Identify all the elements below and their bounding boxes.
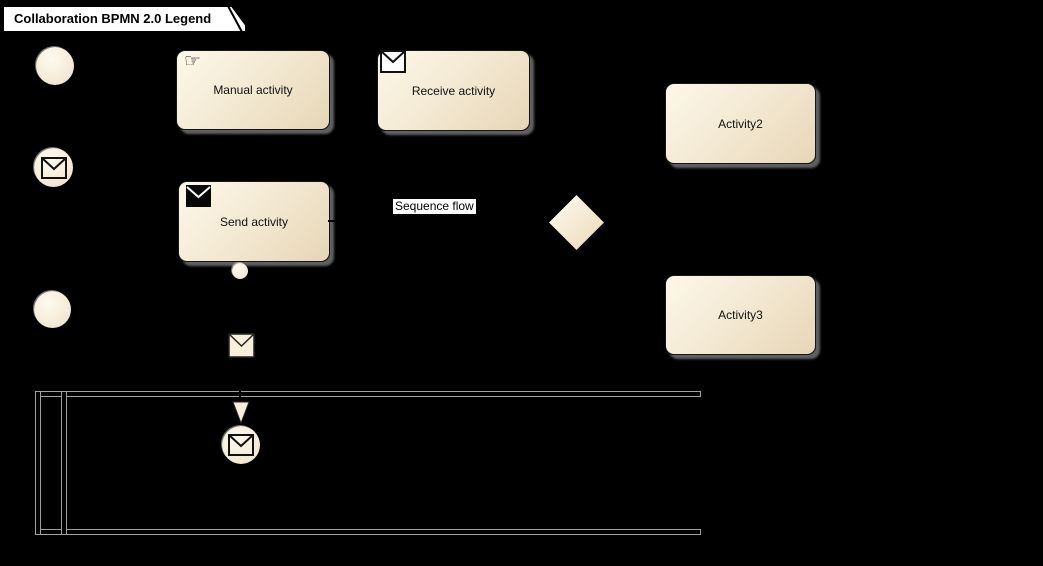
envelope-icon xyxy=(380,50,406,73)
sequence-flow-line-segment xyxy=(328,220,335,222)
message-envelope-icon[interactable] xyxy=(228,333,255,358)
legend-title: Collaboration BPMN 2.0 Legend xyxy=(14,11,212,26)
start-event[interactable] xyxy=(36,47,74,85)
receive-activity-node[interactable] xyxy=(377,50,530,131)
manual-activity-node[interactable] xyxy=(176,50,330,130)
message-start-event[interactable] xyxy=(34,148,73,187)
lane-message-event[interactable] xyxy=(222,426,260,464)
pool-left-border[interactable] xyxy=(35,391,41,535)
activity2-node[interactable] xyxy=(665,83,816,164)
gateway-diamond[interactable] xyxy=(549,195,604,250)
hand-pointer-icon: ☞ xyxy=(184,50,202,72)
pool-header-divider[interactable] xyxy=(61,391,67,535)
manual-activity-label: Manual activity xyxy=(213,83,293,97)
receive-activity-label: Receive activity xyxy=(411,83,496,98)
sequence-flow-label[interactable]: Sequence flow xyxy=(395,199,474,213)
activity3-node[interactable] xyxy=(665,275,816,355)
send-activity-label: Send activity xyxy=(219,214,289,229)
end-event[interactable] xyxy=(34,291,71,328)
activity2-label: Activity2 xyxy=(718,116,763,131)
message-flow-arrowhead xyxy=(231,401,251,425)
message-flow-line-segment xyxy=(239,388,241,398)
pool-top-border[interactable] xyxy=(35,391,701,397)
envelope-icon xyxy=(228,434,254,456)
envelope-icon xyxy=(41,157,67,179)
boundary-event-dot[interactable] xyxy=(232,263,248,279)
send-activity-node[interactable] xyxy=(178,181,330,262)
activity3-label: Activity3 xyxy=(718,308,763,322)
envelope-filled-icon xyxy=(186,185,211,207)
pool-bottom-border[interactable] xyxy=(35,529,701,535)
